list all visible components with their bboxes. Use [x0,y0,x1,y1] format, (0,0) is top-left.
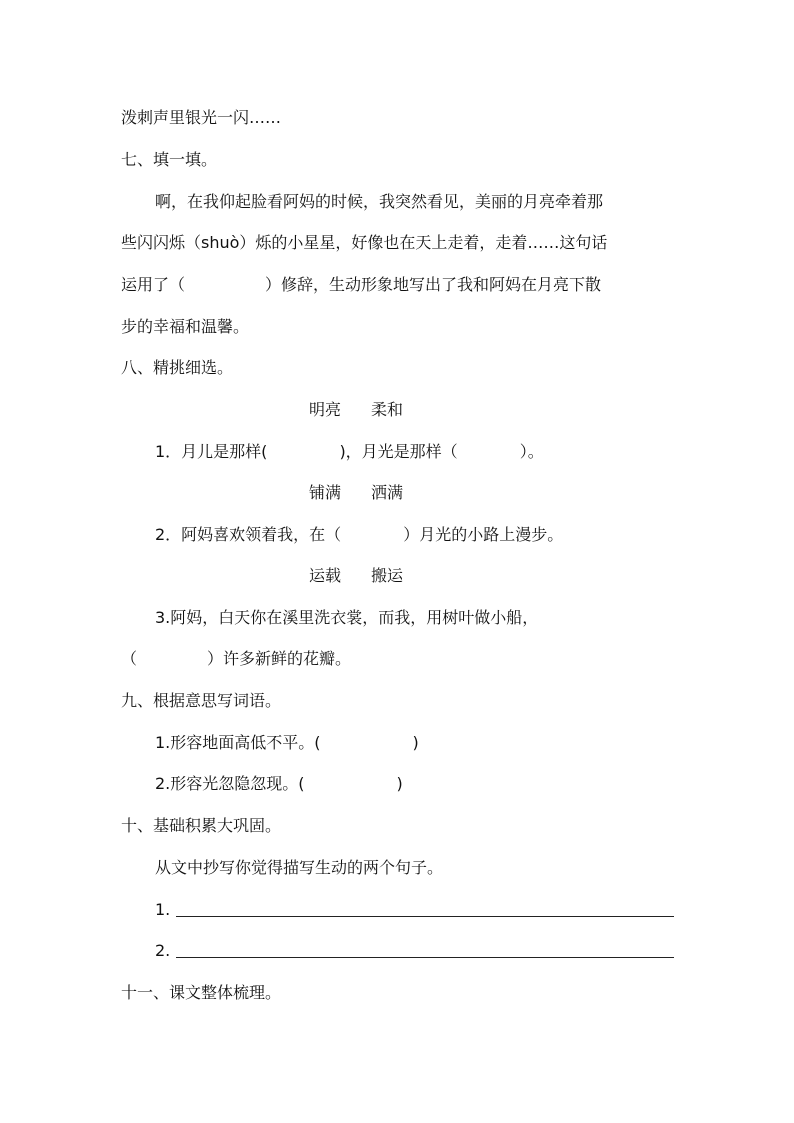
section-7-paragraph-line-2: 些闪闪烁（shuò）烁的小星星，好像也在天上走着，走着……这句话 [121,233,608,252]
continued-text: 泼刺声里银光一闪…… [121,108,282,127]
question-text: 2.形容光忽隐忽现。( [155,774,305,793]
question-8-1 [155,440,544,464]
question-text: 2．阿妈喜欢领着我，在（ [155,525,342,544]
question-8-3-line-2 [121,647,351,671]
word-option: 运载 [309,566,342,585]
answer-line-1[interactable] [176,916,674,917]
question-text: ) [396,774,403,793]
answer-number-1: 1. [155,900,171,919]
question-text: ）许多新鲜的花瓣。 [207,649,352,668]
word-options-1 [309,398,403,422]
word-option: 洒满 [371,483,404,502]
section-10-title: 十、基础积累大巩固。 [121,816,282,835]
answer-number-2: 2. [155,941,171,960]
question-8-2 [155,523,563,547]
word-options-2 [309,481,403,505]
section-9-title: 九、根据意思写词语。 [121,691,282,710]
question-text: （ [121,649,138,668]
section-7-title: 七、填一填。 [121,150,218,169]
question-9-2 [155,772,403,796]
answer-line-2[interactable] [176,957,674,958]
word-options-3 [309,564,403,588]
question-8-3-line-1: 3.阿妈，白天你在溪里洗衣裳，而我，用树叶做小船， [155,608,539,627]
word-option: 柔和 [371,400,404,419]
word-option: 铺满 [309,483,342,502]
section-7-paragraph-line-1: 啊，在我仰起脸看阿妈的时候，我突然看见，美丽的月亮牵着那 [155,192,604,211]
word-option: 明亮 [309,400,342,419]
question-9-1 [155,731,419,755]
section-7-paragraph-line-3 [121,273,601,297]
question-text: ）修辞，生动形象地写出了我和阿妈在月亮下散 [265,275,602,294]
section-10-prompt: 从文中抄写你觉得描写生动的两个句子。 [155,858,444,877]
section-11-title: 十一、课文整体梳理。 [121,983,282,1002]
question-text: ）。 [519,442,544,461]
question-text: 1.形容地面高低不平。( [155,733,321,752]
section-8-title: 八、精挑细选。 [121,358,234,377]
question-text: ) [412,733,419,752]
question-text: ）月光的小路上漫步。 [403,525,564,544]
question-text: 运用了（ [121,275,186,294]
section-7-paragraph-line-4: 步的幸福和温馨。 [121,317,250,336]
word-option: 搬运 [371,566,404,585]
question-text: )，月光是那样（ [339,442,458,461]
question-text: 1．月儿是那样( [155,442,268,461]
